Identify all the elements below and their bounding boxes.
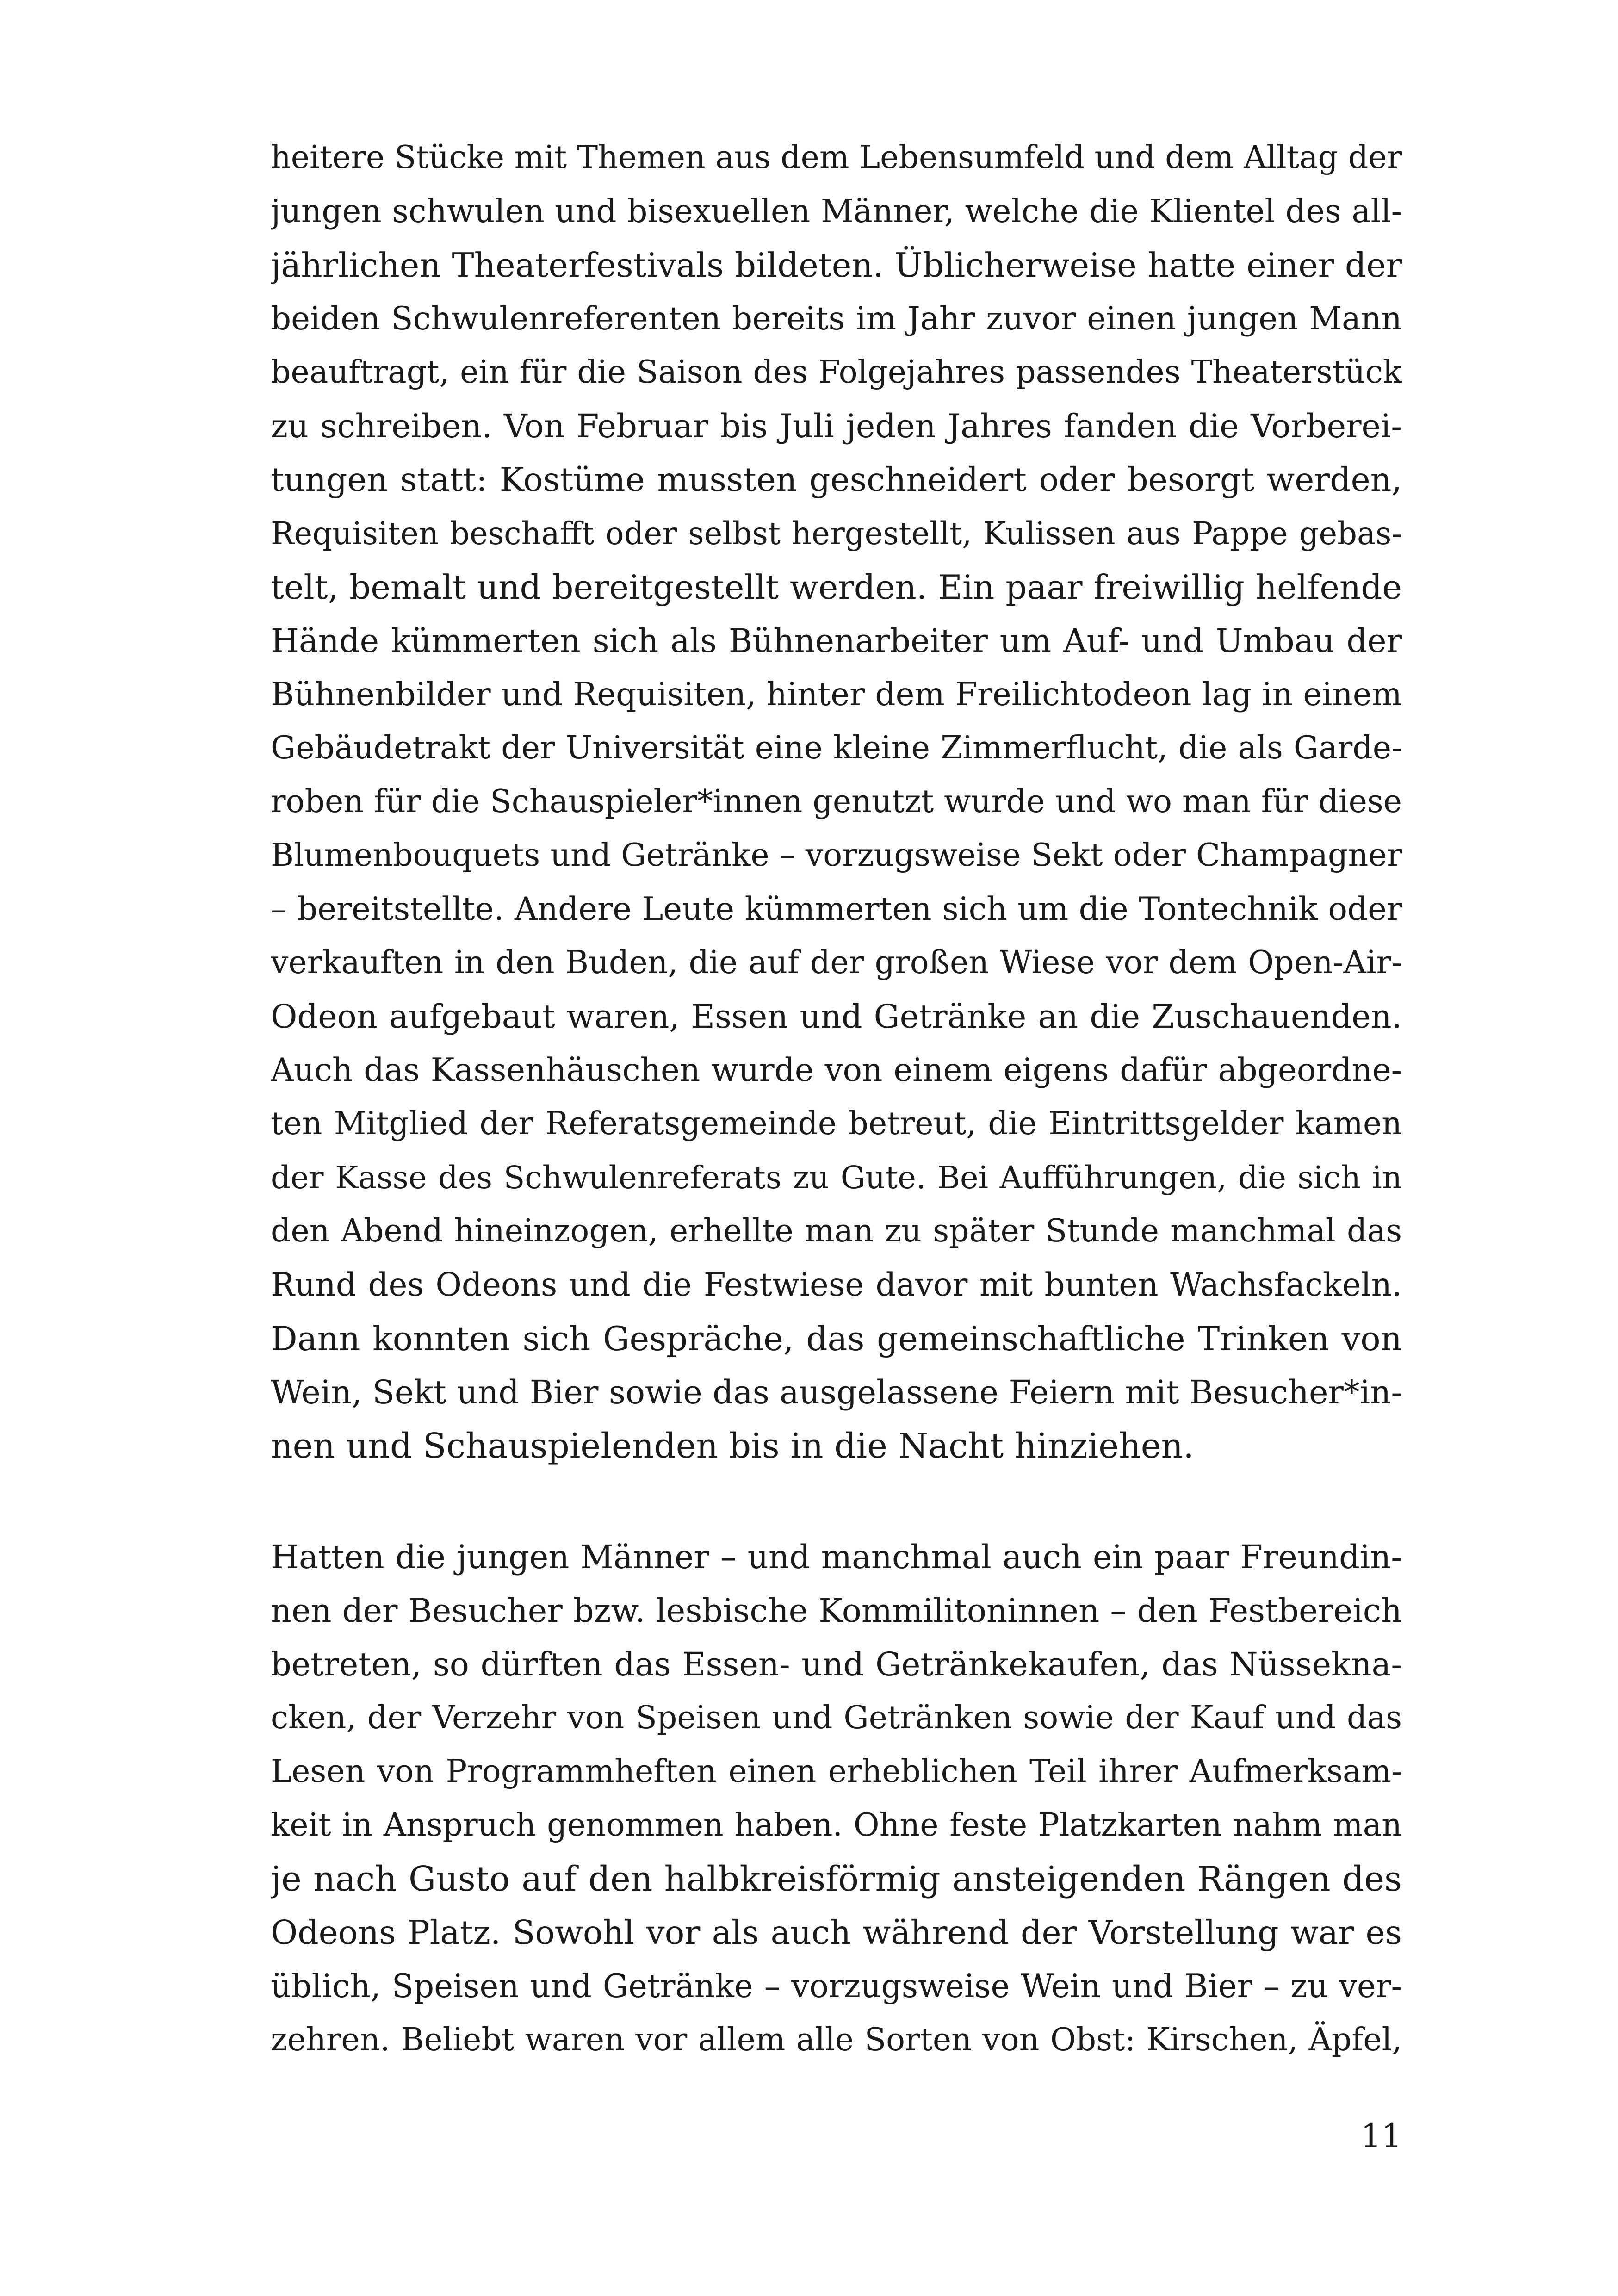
text-line: Rund des Odeons und die Festwiese davor mit bunten Wachsfackeln. [271, 1266, 1402, 1303]
text-line: tungen statt: Kostüme mussten geschneidert oder besorgt werden, [271, 460, 1402, 499]
text-line: nen der Besucher bzw. lesbische Kommilitoninnen – den Festbereich [271, 1592, 1402, 1630]
text-line: cken, der Verzehr von Speisen und Getränken sowie der Kauf und das [271, 1700, 1402, 1736]
text-line: Blumenbouquets und Getränke – vorzugsweise Sekt oder Champagner [271, 837, 1402, 874]
text-line: je nach Gusto auf den halbkreisförmig ansteigenden Rängen des [271, 1859, 1402, 1899]
text-line: den Abend hineinzogen, erhellte man zu später Stunde manchmal das [271, 1213, 1402, 1249]
text-line: Odeon aufgebaut waren, Essen und Getränke an die Zuschauenden. [271, 998, 1402, 1036]
text-line: roben für die Schauspieler*innen genutzt wurde und wo man für diese [271, 783, 1402, 820]
text-line: Dann konnten sich Gespräche, das gemeinschaftliche Trinken von [271, 1319, 1402, 1358]
text-line: Requisiten beschafft oder selbst hergestellt, Kulissen aus Pappe gebas- [271, 515, 1402, 552]
text-line: – bereitstellte. Andere Leute kümmerten sich um die Tontechnik oder [271, 891, 1402, 928]
text-line: beiden Schwulenreferenten bereits im Jahr zuvor einen jungen Mann [271, 300, 1402, 337]
text-line: Lesen von Programmheften einen erheblichen Teil ihrer Aufmerksam- [271, 1753, 1402, 1790]
text-line: Wein, Sekt und Bier sowie das ausgelassene Feiern mit Besucher*in- [271, 1373, 1402, 1411]
text-line: jährlichen Theaterfestivals bildeten. Üblicherweise hatte einer der [271, 246, 1402, 285]
text-line: nen und Schauspielenden bis in die Nacht hinziehen. [271, 1426, 1194, 1466]
text-line: Odeons Platz. Sowohl vor als auch während der Vorstellung war es [271, 1913, 1402, 1952]
text-line: Bühnenbilder und Requisiten, hinter dem Freilichtodeon lag in einem [271, 676, 1402, 713]
text-line: telt, bemalt und bereitgestellt werden. Ein paar freiwillig helfende [271, 568, 1402, 607]
text-line: Hände kümmerten sich als Bühnenarbeiter um Auf- und Umbau der [271, 622, 1402, 660]
text-line: ten Mitglied der Referatsgemeinde betreut, die Eintrittsgelder kamen [271, 1105, 1402, 1142]
text-line: zehren. Beliebt waren vor allem alle Sorten von Obst: Kirschen, Äpfel, [271, 2022, 1402, 2058]
text-line: zu schreiben. Von Februar bis Juli jeden Jahres fanden die Vorberei- [271, 407, 1402, 445]
text-line: beauftragt, ein für die Saison des Folgejahres passendes Theaterstück [271, 354, 1402, 391]
page-number: 11 [1360, 2117, 1402, 2155]
text-line: keit in Anspruch genommen haben. Ohne feste Platzkarten nahm man [271, 1807, 1402, 1843]
text-line: Hatten die jungen Männer – und manchmal auch ein paar Freundin- [271, 1538, 1402, 1576]
text-line: verkauften in den Buden, die auf der großen Wiese vor dem Open-Air- [271, 944, 1402, 981]
paragraph-1 [271, 131, 1402, 1473]
text-line: heitere Stücke mit Themen aus dem Lebensumfeld und dem Alltag der [271, 139, 1402, 176]
text-line: Gebäudetrakt der Universität eine kleine Zimmerflucht, die als Garde- [271, 730, 1402, 766]
text-line: Auch das Kassenhäuschen wurde von einem eigens dafür abgeordne- [271, 1052, 1402, 1089]
text-line: jungen schwulen und bisexuellen Männer, welche die Klientel des all- [271, 193, 1402, 230]
paragraph-2 [271, 1530, 1402, 2067]
text-line: üblich, Speisen und Getränke – vorzugsweise Wein und Bier – zu ver- [271, 1968, 1402, 2005]
text-line: betreten, so dürften das Essen- und Getränkekaufen, das Nüsseknа- [271, 1645, 1402, 1683]
text-line: der Kasse des Schwulenreferats zu Gute. Bei Aufführungen, die sich in [271, 1160, 1402, 1196]
